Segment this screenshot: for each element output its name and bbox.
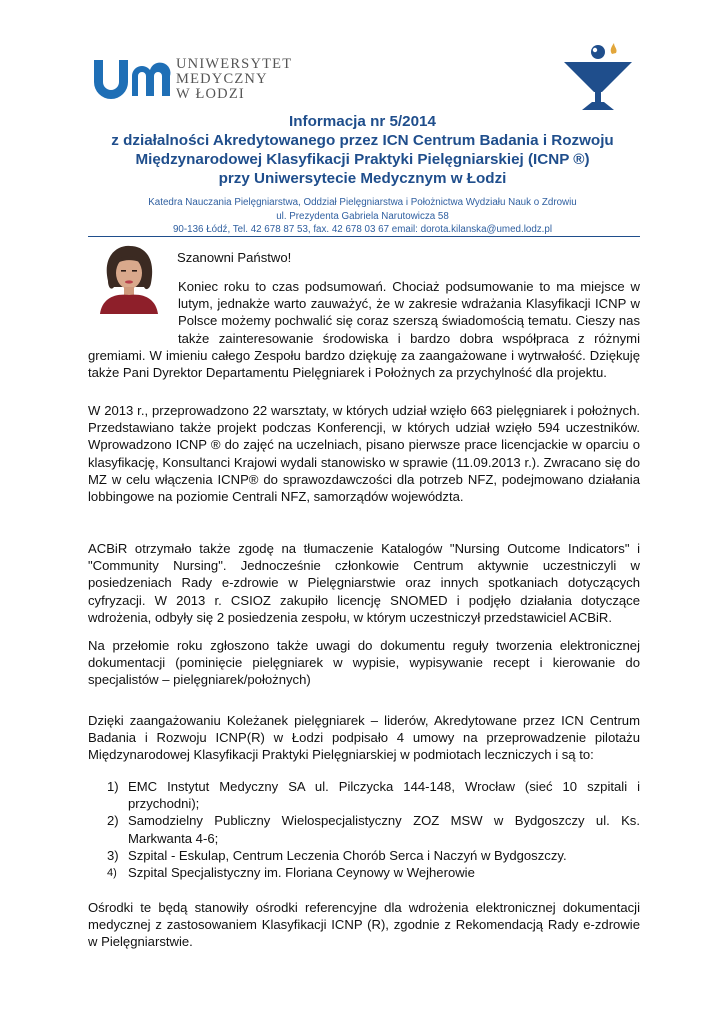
university-logo-text — [176, 57, 292, 102]
paragraph-2013-summary: W 2013 r., przeprowadzono 22 warsztaty, w których udział wzięło 663 pielęgniarek i położnych. Przedstawiano także projekt podczas Konferencji, w których udział wzięło 594 uczestników. Wprowadzono ICNP ® do zajęć na uczelniach, pisano pierwsze prace licencjackie w oparciu o klasyfikację, Konsultanci Krajowi wydali stanowisko w sprawie (11.09.2013 r.). Zwracano się do MZ w celu włączenia ICNP® do sprawozdawczości dla potrzeb NFZ, podejmowano działania lobbingowe na poziomie Centrali NFZ, samorządów województa. — [88, 403, 640, 505]
greeting: Szanowni Państwo! — [177, 250, 292, 265]
list-item-number: 1) — [107, 779, 119, 794]
list-item-number: 3) — [107, 847, 119, 863]
title-line: z działalności Akredytowanego przez ICN Centrum Badania i Rozwoju — [111, 132, 614, 149]
paragraph-intro — [88, 278, 640, 381]
title-line: przy Uniwersytecie Medycznym w Łodzi — [218, 170, 507, 187]
paragraph-reference-centers: Ośrodki te będą stanowiły ośrodki referencyjne dla wdrożenia elektronicznej dokumentacji medycznej z zastosowaniem Klasyfikacji ICNP (R), zgodnie z Rekomendacją Rady e-zdrowie w Pielęgniarstwie. — [88, 900, 640, 950]
logo-line: MEDYCZNY — [176, 71, 268, 87]
logo-line: UNIWERSYTET — [176, 56, 293, 72]
header-divider — [88, 236, 640, 237]
list-item — [88, 847, 640, 864]
photo-wrap-spacer — [88, 278, 178, 330]
contact-line: 90-136 Łódź, Tel. 42 678 87 53, fax. 42 678 03 67 email: dorota.kilanska@umed.lodz.pl — [172, 224, 553, 235]
title-line: Informacja nr 5/2014 — [289, 113, 436, 130]
list-item-number: 4) — [107, 867, 117, 880]
chalice-emblem-icon — [562, 40, 634, 114]
paragraph-remarks: Na przełomie roku zgłoszono także uwagi do dokumentu reguły tworzenia elektronicznej dokumentacji (pominięcie pielęgniarek w wypisie, wypisywanie recept i kierowanie do specjalistów – pielęgniarek/położnych) — [88, 638, 640, 688]
paragraph-agreements: Dzięki zaangażowaniu Koleżanek pielęgniarek – liderów, Akredytowane przez ICN Centrum Badania i Rozwoju ICNP(R) w Łodzi podpisało 4 umowy na przeprowadzenie pilotażu Międzynarodowej Klasyfikacji Praktyki Pielęgniarskiej w podmiotach leczniczych i są to: — [88, 713, 640, 763]
contact-line: Katedra Nauczania Pielęgniarstwa, Oddział Pielęgniarstwa i Położnictwa Wydziału Nauk o Zdrowiu — [148, 197, 577, 208]
paragraph-intro-text: Koniec roku to czas podsumowań. Chociaż podsumowanie to ma miejsce w lutym, jednakże warto zauważyć, że w zakresie wdrażania Klasyfikacji ICNP w Polsce możemy pochwalić się coraz szerszą świadomością tematu. Cieszy nas także zainteresowanie środowiska i bardzo dobra współpraca z różnymi gremiami. W imieniu całego Zespołu bardzo dziękuję za zaangażowane i wytrwałość. Dziękuję także Pani Dyrektor Departamentu Pielęgniarek i Położnych za przychylność dla projektu. — [88, 279, 640, 381]
list-item-text: Szpital Specjalistyczny im. Floriana Ceynowy w Wejherowie — [128, 865, 475, 881]
paragraph-acbir: ACBiR otrzymało także zgodę na tłumaczenie Katalogów "Nursing Outcome Indicators" i "Community Nursing". Jednocześnie członkowie Centrum aktywnie uczestniczyli w posiedzeniach Rady e-zdrowie w Pielęgniarstwie oraz innych spotkaniach dotyczących cyfryzacji. W 2013 r. CSIOZ zakupiło licencję SNOMED i podjęło działania dotyczące wdrożenia, odbyły się 2 posiedzenia zespołu, w którym uczestniczył przedstawiciel ACBiR. — [88, 541, 640, 625]
list-item — [88, 864, 640, 881]
document-title — [40, 112, 685, 188]
contact-line: ul. Prezydenta Gabriela Narutowicza 58 — [276, 210, 449, 222]
list-item-number: 2) — [107, 813, 119, 829]
list-item-text: EMC Instytut Medyczny SA ul. Pilczycka 144-148, Wrocław (sieć 10 szpitali i przychodni); — [128, 779, 640, 812]
title-line: Międzynarodowej Klasyfikacji Praktyki Pielęgniarskiej (ICNP ®) — [135, 151, 590, 168]
list-item-text: Samodzielny Publiczny Wielospecjalistyczny ZOZ MSW w Bydgoszczy ul. Ks. Markwanta 4-6; — [128, 813, 640, 846]
contact-block — [60, 196, 665, 237]
list-item-text: Szpital - Eskulap, Centrum Leczenia Chorób Serca i Naczyń w Bydgoszczy. — [128, 847, 567, 863]
university-logo-icon — [92, 56, 172, 100]
list-item — [88, 812, 640, 846]
list-item — [88, 778, 640, 812]
logo-line: W ŁODZI — [176, 86, 245, 102]
pilot-sites-list — [88, 778, 640, 881]
